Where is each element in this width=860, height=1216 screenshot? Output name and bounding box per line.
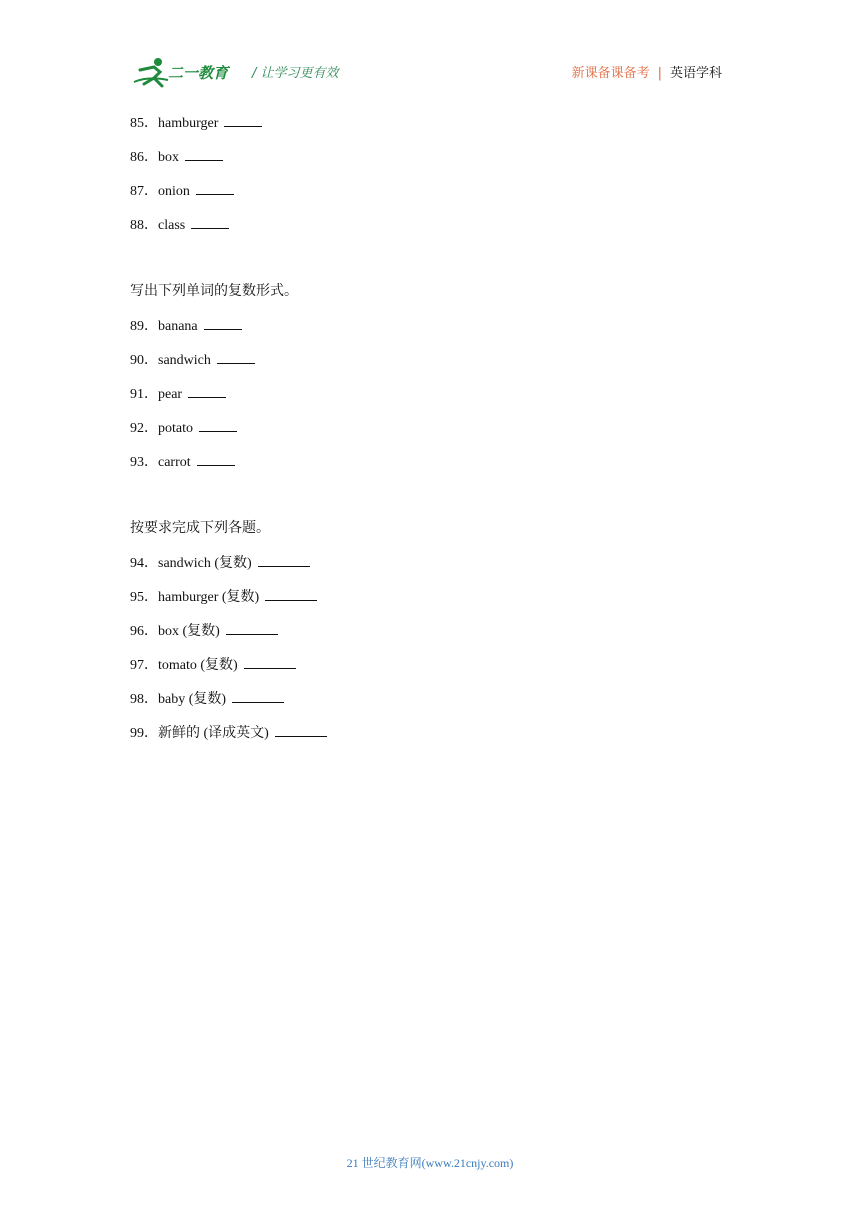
question-item <box>130 112 730 146</box>
question-item <box>130 315 730 349</box>
question-number: 90． <box>130 353 158 368</box>
question-text: hamburger (复数) <box>158 590 260 605</box>
answer-blank[interactable] <box>217 349 255 364</box>
question-text: sandwich <box>158 353 211 368</box>
question-number: 87． <box>130 184 158 199</box>
page-footer: 21 世纪教育网(www.21cnjy.com) <box>346 1156 514 1170</box>
question-text: box (复数) <box>158 624 220 639</box>
question-item <box>130 383 730 417</box>
question-item <box>130 417 730 451</box>
answer-blank[interactable] <box>197 451 235 466</box>
answer-blank[interactable] <box>204 315 242 330</box>
question-number: 88． <box>130 218 158 233</box>
answer-blank[interactable] <box>196 180 234 195</box>
slogan: / 让学习更有效 <box>252 66 339 81</box>
section-b <box>130 281 730 485</box>
question-text: pear <box>158 387 183 402</box>
question-number: 96． <box>130 624 158 639</box>
runner-logo-icon <box>132 56 172 90</box>
header-separator: | <box>657 66 662 81</box>
answer-blank[interactable] <box>191 214 229 229</box>
subject-label: 英语学科 <box>669 66 722 81</box>
question-item <box>130 180 730 214</box>
logo-text: 二一教育 <box>168 64 229 82</box>
header-right <box>572 62 722 81</box>
question-item <box>130 586 730 620</box>
question-item <box>130 214 730 248</box>
question-item <box>130 688 730 722</box>
question-item <box>130 552 730 586</box>
answer-blank[interactable] <box>226 620 278 635</box>
question-text: potato <box>158 421 193 436</box>
question-number: 92． <box>130 421 158 436</box>
answer-blank[interactable] <box>232 688 284 703</box>
answer-blank[interactable] <box>265 586 317 601</box>
answer-blank[interactable] <box>258 552 310 567</box>
worksheet-content <box>130 112 730 756</box>
question-text: box <box>158 150 179 165</box>
question-text: onion <box>158 184 190 199</box>
question-number: 97． <box>130 658 158 673</box>
section-a <box>130 112 730 248</box>
section-title: 按要求完成下列各题。 <box>130 520 270 536</box>
question-text: hamburger <box>158 116 219 131</box>
answer-blank[interactable] <box>199 417 237 432</box>
answer-blank[interactable] <box>188 383 226 398</box>
question-number: 86． <box>130 150 158 165</box>
question-number: 85． <box>130 116 158 131</box>
question-text: carrot <box>158 455 191 470</box>
question-item <box>130 451 730 485</box>
section-title: 写出下列单词的复数形式。 <box>130 283 298 299</box>
exam-label: 新课备课备考 <box>571 66 650 81</box>
answer-blank[interactable] <box>275 722 327 737</box>
question-text: sandwich (复数) <box>158 556 252 571</box>
question-text: class <box>158 218 186 233</box>
answer-blank[interactable] <box>224 112 262 127</box>
answer-blank[interactable] <box>185 146 223 161</box>
question-text: tomato (复数) <box>158 658 238 673</box>
question-number: 95． <box>130 590 158 605</box>
question-number: 98． <box>130 692 158 707</box>
question-text: 新鲜的 (译成英文) <box>158 726 269 741</box>
section-c <box>130 518 730 756</box>
question-text: banana <box>158 319 198 334</box>
question-number: 91． <box>130 387 158 402</box>
question-item <box>130 654 730 688</box>
question-text: baby (复数) <box>158 692 227 707</box>
question-number: 99． <box>130 726 158 741</box>
question-item <box>130 620 730 654</box>
answer-blank[interactable] <box>244 654 296 669</box>
question-number: 93． <box>130 455 158 470</box>
question-item <box>130 349 730 383</box>
question-item <box>130 722 730 756</box>
page-header <box>0 0 860 100</box>
question-number: 89． <box>130 319 158 334</box>
brand-logo <box>132 56 242 90</box>
question-item <box>130 146 730 180</box>
question-number: 94． <box>130 556 158 571</box>
